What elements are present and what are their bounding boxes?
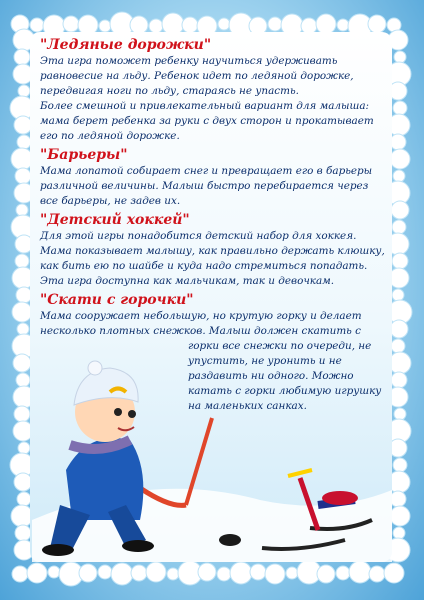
- section-title-icy-paths: "Ледяные дорожки": [40, 37, 212, 53]
- section-text-icy-paths: Эта игра поможет ребенку научиться удерживать равновесие на льду. Ребенок идет по ледяной дорожке, передвигая ноги по льду, стараясь не упасть.: [40, 55, 354, 97]
- section-text-roll-downhill: Мама сооружает небольшую, но крутую горку и делает несколько плотных снежков. Малыш должен скатить с: [40, 310, 362, 337]
- section-text-icy-paths-2: Более смешной и привлекательный вариант для малыша: мама берет ребенка за руки с двух сторон и прокатывает его по ледяной дорожке.: [40, 100, 374, 142]
- section-text-barriers: Мама лопатой собирает снег и превращает его в барьеры различной величины. Малыш быстро перебирается через все барьеры, не задев их.: [40, 165, 373, 207]
- content: [40, 37, 385, 414]
- section-text-kids-hockey: Для этой игры понадобится детский набор для хоккея. Мама показывает малышу, как правильно держать клюшку, как бить ею по шайбе и куда надо стремиться попадать. Эта игра доступна как мальчикам, так и девочкам.: [40, 230, 385, 287]
- section-title-roll-downhill: "Скати с горочки": [40, 292, 194, 308]
- section-title-kids-hockey: "Детский хоккей": [40, 212, 190, 228]
- section-title-barriers: "Барьеры": [40, 147, 128, 163]
- hockey-puck-icon: [219, 534, 241, 546]
- section-text-roll-downhill-2: горки все снежки по очереди, не упустить, не уронить и не раздавить ни одного. Можно катать с горки любимую игрушку на маленьких санках.: [188, 340, 382, 412]
